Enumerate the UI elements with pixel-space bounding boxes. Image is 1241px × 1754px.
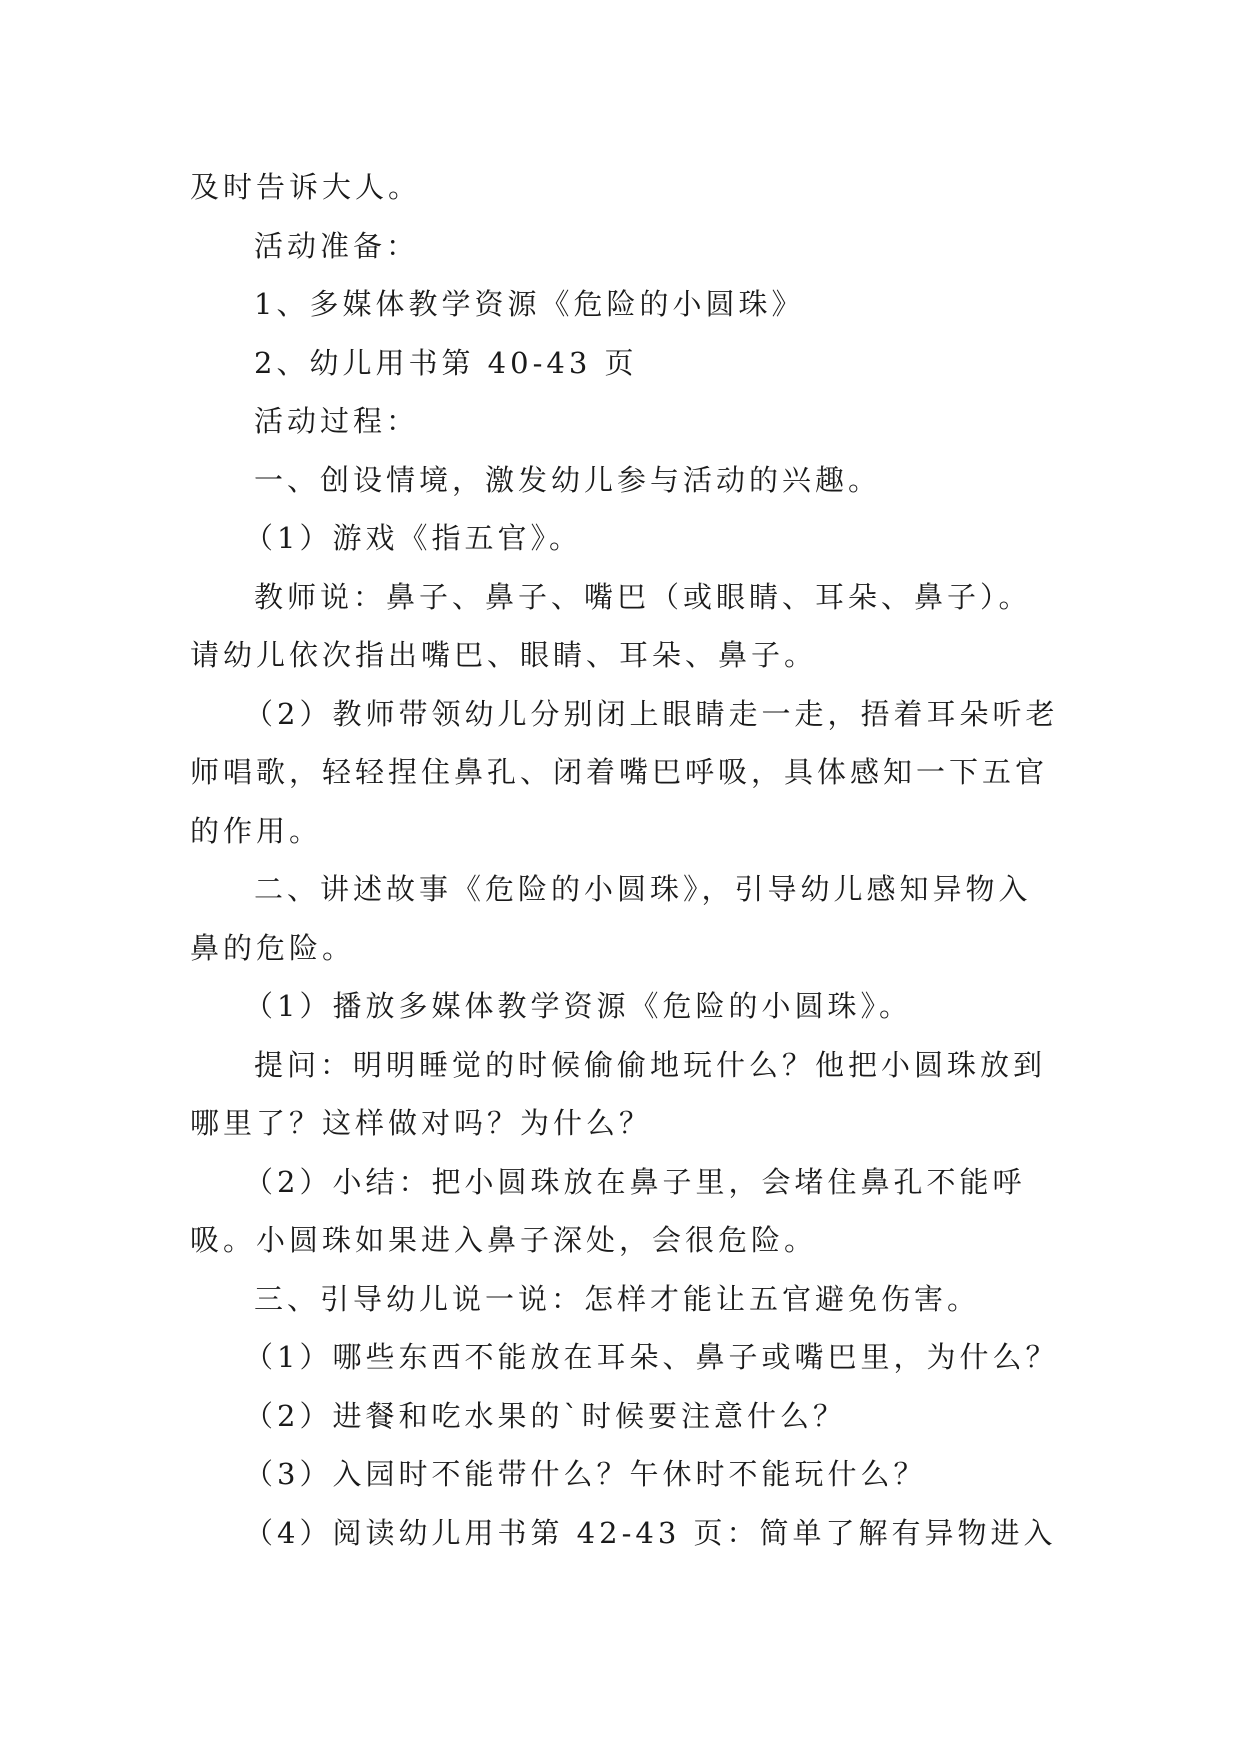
heading-activity-process: 活动过程：: [254, 404, 420, 438]
section-1-teacher-says: 教师说：鼻子、鼻子、嘴巴（或眼睛、耳朵、鼻子）。请幼儿依次指出嘴巴、眼睛、耳朵、鼻子。: [190, 579, 1032, 672]
section-2-step-1: （1）播放多媒体教学资源《危险的小圆珠》。: [244, 989, 912, 1023]
preparation-item-2: 2、幼儿用书第 40-43 页: [254, 345, 638, 380]
heading-activity-preparation: 活动准备：: [254, 228, 420, 263]
section-1-heading: 一、创设情境，激发幼儿参与活动的兴趣。: [254, 462, 882, 497]
section-3-step-2: （2）进餐和吃水果的`时候要注意什么？: [244, 1398, 846, 1433]
section-2-heading: 二、讲述故事《危险的小圆珠》，引导幼儿感知异物入鼻的危险。: [190, 872, 1032, 965]
document-body: [190, 158, 1060, 1562]
section-2-question: 提问：明明睡觉的时候偷偷地玩什么？他把小圆珠放到哪里了？这样做对吗？为什么？: [190, 1047, 1047, 1140]
section-1-step-1: （1）游戏《指五官》。: [244, 521, 582, 555]
section-2-summary: （2）小结：把小圆珠放在鼻子里，会堵住鼻孔不能呼吸。小圆珠如果进入鼻子深处，会很危险。: [190, 1164, 1026, 1257]
section-1-step-2: （2）教师带领幼儿分别闭上眼睛走一走，捂着耳朵听老师唱歌，轻轻捏住鼻孔、闭着嘴巴呼吸，具体感知一下五官的作用。: [190, 696, 1059, 848]
paragraph-continuation: 及时告诉大人。: [190, 170, 422, 204]
preparation-item-1: 1、多媒体教学资源《危险的小圆珠》: [254, 287, 805, 321]
section-3-step-1: （1）哪些东西不能放在耳朵、鼻子或嘴巴里，为什么？: [244, 1340, 1059, 1374]
section-3-step-4: （4）阅读幼儿用书第 42-43 页：简单了解有异物进入: [244, 1515, 1057, 1550]
section-3-step-3: （3）入园时不能带什么？午休时不能玩什么？: [244, 1457, 927, 1491]
section-3-heading: 三、引导幼儿说一说：怎样才能让五官避免伤害。: [254, 1281, 981, 1316]
